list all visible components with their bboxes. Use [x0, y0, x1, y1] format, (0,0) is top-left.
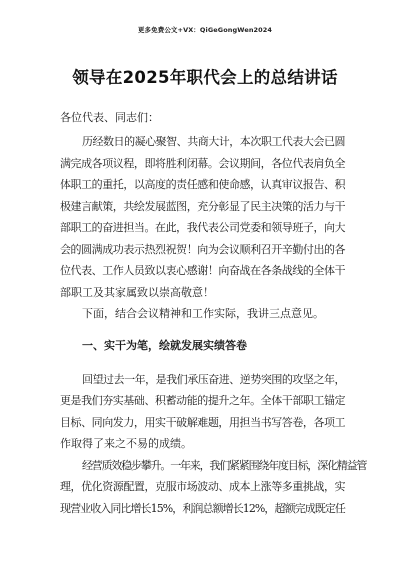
- section-heading: 一、实干为笔，绘就发展实绩答卷: [82, 338, 247, 352]
- salutation: 各位代表、同志们：: [60, 111, 159, 124]
- paragraph-line: 满完成各项议程，即将胜利闭幕。会议期间，各位代表肩负全: [60, 156, 346, 170]
- paragraph-performance: [60, 455, 367, 520]
- paragraph-line: 部职工的奋进担当。在此，我代表公司党委和领导班子，向大: [60, 221, 346, 234]
- paragraph-line: 位代表、工作人员致以衷心感谢！向奋战在各条战线的全体干: [60, 264, 346, 277]
- paragraph-line: 更是我们夯实基础、积蓄动能的提升之年。全体干部职工锚定: [60, 394, 346, 407]
- paragraph-line: 历经数日的凝心聚智、共商大计，本次职工代表大会已圆: [82, 135, 345, 148]
- paragraph-line: 经营质效稳步攀升。一年来，我们紧紧围绕年度目标，深化精益管: [82, 458, 367, 472]
- paragraph-review: [60, 369, 345, 455]
- paragraph-line: 下面，结合会议精神和工作实际，我讲三点意见。: [82, 307, 324, 320]
- document-title: 领导在2025年职代会上的总结讲话: [72, 68, 338, 87]
- document-body: [60, 110, 367, 519]
- paragraph-line: 理，优化资源配置，克服市场波动、成本上涨等多重挑战，实: [60, 480, 346, 493]
- paragraph-outline: [60, 303, 345, 325]
- paragraph-line: 体职工的重托，以高度的责任感和使命感，认真审议报告、积: [60, 178, 346, 191]
- paragraph-line: 作取得了来之不易的成绩。: [60, 437, 192, 450]
- paragraph-intro: [60, 131, 345, 303]
- watermark-text: 更多免费公文+VX：QiGeGongWen2024: [137, 26, 273, 34]
- paragraph-line: 极建言献策，共绘发展蓝图，充分彰显了民主决策的活力与干: [60, 199, 346, 213]
- paragraph-line: 会的圆满成功表示热烈祝贺！向为会议顺利召开辛勤付出的各: [60, 242, 346, 256]
- paragraph-line: 回望过去一年，是我们承压奋进、逆势突围的攻坚之年，: [82, 372, 345, 386]
- paragraph-line: 部职工及其家属致以崇高敬意！: [60, 285, 214, 299]
- paragraph-line: 现营业收入同比增长15%，利润总额增长12%，超额完成既定任: [60, 501, 345, 515]
- paragraph-line: 目标、同向发力，用实干破解难题，用担当书写答卷，各项工: [60, 415, 346, 429]
